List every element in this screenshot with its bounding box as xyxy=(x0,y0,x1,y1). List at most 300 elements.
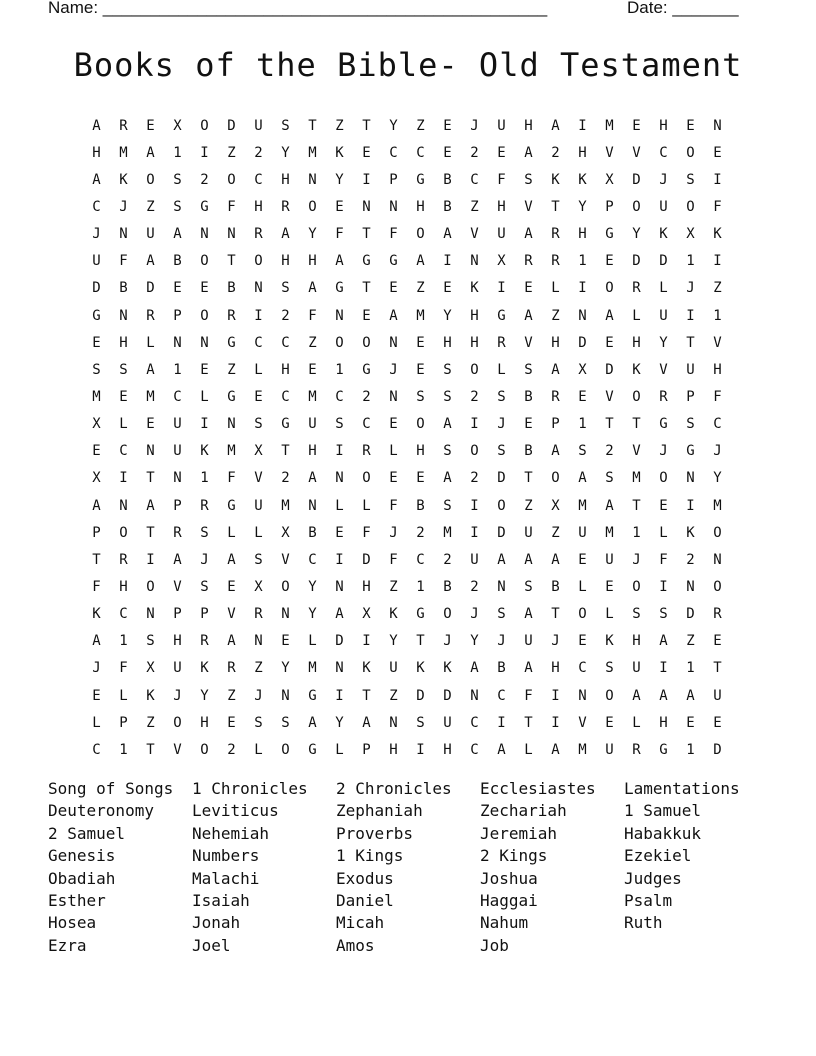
grid-letter[interactable]: Z xyxy=(416,117,425,134)
grid-letter[interactable]: S xyxy=(416,714,425,731)
grid-letter[interactable]: O xyxy=(362,334,371,351)
grid-letter[interactable]: C xyxy=(659,144,668,161)
grid-letter[interactable]: N xyxy=(146,606,155,623)
grid-letter[interactable]: X xyxy=(173,117,182,134)
grid-letter[interactable]: F xyxy=(308,307,317,324)
grid-letter[interactable]: V xyxy=(524,198,533,215)
grid-letter[interactable]: B xyxy=(524,443,533,460)
grid-letter[interactable]: O xyxy=(578,606,587,623)
grid-letter[interactable]: H xyxy=(200,714,209,731)
grid-letter[interactable]: U xyxy=(497,226,506,243)
grid-letter[interactable]: Y xyxy=(659,334,668,351)
grid-letter[interactable]: T xyxy=(686,334,695,351)
grid-letter[interactable]: D xyxy=(632,171,641,188)
grid-letter[interactable]: G xyxy=(362,253,371,270)
grid-letter[interactable]: S xyxy=(416,388,425,405)
grid-letter[interactable]: N xyxy=(308,171,317,188)
grid-letter[interactable]: E xyxy=(254,388,263,405)
grid-letter[interactable]: Z xyxy=(335,117,344,134)
grid-letter[interactable]: E xyxy=(362,307,371,324)
grid-letter[interactable]: S xyxy=(254,714,263,731)
grid-letter[interactable]: N xyxy=(281,687,290,704)
grid-letter[interactable]: P xyxy=(173,307,182,324)
grid-letter[interactable]: V xyxy=(227,606,236,623)
grid-letter[interactable]: X xyxy=(686,226,695,243)
grid-letter[interactable]: F xyxy=(92,578,101,595)
grid-letter[interactable]: N xyxy=(308,497,317,514)
grid-letter[interactable]: C xyxy=(281,334,290,351)
grid-letter[interactable]: V xyxy=(578,714,587,731)
grid-letter[interactable]: M xyxy=(605,524,614,541)
grid-letter[interactable]: O xyxy=(551,470,560,487)
grid-letter[interactable]: C xyxy=(92,198,101,215)
grid-letter[interactable]: I xyxy=(254,307,263,324)
grid-letter[interactable]: H xyxy=(551,660,560,677)
grid-letter[interactable]: L xyxy=(497,361,506,378)
grid-letter[interactable]: H xyxy=(281,171,290,188)
grid-letter[interactable]: O xyxy=(605,280,614,297)
grid-letter[interactable]: H xyxy=(578,144,587,161)
grid-letter[interactable]: A xyxy=(659,633,668,650)
grid-letter[interactable]: N xyxy=(497,578,506,595)
grid-letter[interactable]: O xyxy=(254,253,263,270)
grid-letter[interactable]: R xyxy=(173,524,182,541)
grid-letter[interactable]: S xyxy=(254,551,263,568)
grid-letter[interactable]: X xyxy=(92,416,101,433)
grid-letter[interactable]: H xyxy=(470,307,479,324)
grid-letter[interactable]: I xyxy=(659,660,668,677)
grid-letter[interactable]: U xyxy=(173,443,182,460)
grid-letter[interactable]: Y xyxy=(281,144,290,161)
grid-letter[interactable]: H xyxy=(281,253,290,270)
grid-letter[interactable]: G xyxy=(659,416,668,433)
grid-letter[interactable]: S xyxy=(686,416,695,433)
grid-letter[interactable]: A xyxy=(524,606,533,623)
grid-letter[interactable]: R xyxy=(200,633,209,650)
grid-letter[interactable]: C xyxy=(254,171,263,188)
grid-letter[interactable]: V xyxy=(173,741,182,758)
grid-letter[interactable]: U xyxy=(659,307,668,324)
grid-letter[interactable]: A xyxy=(551,117,560,134)
grid-letter[interactable]: A xyxy=(524,144,533,161)
grid-letter[interactable]: K xyxy=(551,171,560,188)
grid-letter[interactable]: E xyxy=(578,388,587,405)
grid-letter[interactable]: G xyxy=(497,307,506,324)
grid-letter[interactable]: A xyxy=(524,551,533,568)
grid-letter[interactable]: C xyxy=(362,416,371,433)
grid-letter[interactable]: T xyxy=(416,633,425,650)
grid-letter[interactable]: 2 xyxy=(470,388,479,405)
grid-letter[interactable]: O xyxy=(281,578,290,595)
grid-letter[interactable]: 1 xyxy=(416,578,425,595)
grid-letter[interactable]: Y xyxy=(308,578,317,595)
grid-letter[interactable]: E xyxy=(443,144,452,161)
grid-letter[interactable]: F xyxy=(389,497,398,514)
grid-letter[interactable]: J xyxy=(92,660,101,677)
grid-letter[interactable]: E xyxy=(281,633,290,650)
grid-letter[interactable]: P xyxy=(551,416,560,433)
grid-letter[interactable]: A xyxy=(146,361,155,378)
grid-letter[interactable]: I xyxy=(335,687,344,704)
grid-letter[interactable]: E xyxy=(92,334,101,351)
grid-letter[interactable]: I xyxy=(443,253,452,270)
grid-letter[interactable]: J xyxy=(632,551,641,568)
grid-letter[interactable]: M xyxy=(308,660,317,677)
grid-letter[interactable]: S xyxy=(497,606,506,623)
grid-letter[interactable]: O xyxy=(200,253,209,270)
grid-letter[interactable]: V xyxy=(713,334,722,351)
grid-letter[interactable]: Z xyxy=(551,524,560,541)
grid-letter[interactable]: 2 xyxy=(470,470,479,487)
grid-letter[interactable]: T xyxy=(92,551,101,568)
grid-letter[interactable]: S xyxy=(281,714,290,731)
grid-letter[interactable]: Y xyxy=(632,226,641,243)
grid-letter[interactable]: Z xyxy=(146,198,155,215)
grid-letter[interactable]: V xyxy=(281,551,290,568)
grid-letter[interactable]: I xyxy=(578,117,587,134)
grid-letter[interactable]: N xyxy=(389,198,398,215)
grid-letter[interactable]: F xyxy=(389,551,398,568)
grid-letter[interactable]: D xyxy=(713,741,722,758)
grid-letter[interactable]: T xyxy=(362,117,371,134)
grid-letter[interactable]: N xyxy=(254,280,263,297)
grid-letter[interactable]: J xyxy=(119,198,128,215)
grid-letter[interactable]: I xyxy=(713,253,722,270)
grid-letter[interactable]: C xyxy=(470,714,479,731)
grid-letter[interactable]: G xyxy=(308,741,317,758)
grid-letter[interactable]: R xyxy=(713,606,722,623)
grid-letter[interactable]: Z xyxy=(146,714,155,731)
grid-letter[interactable]: E xyxy=(173,280,182,297)
grid-letter[interactable]: H xyxy=(497,198,506,215)
grid-letter[interactable]: R xyxy=(659,388,668,405)
grid-letter[interactable]: G xyxy=(308,687,317,704)
grid-letter[interactable]: D xyxy=(605,361,614,378)
grid-letter[interactable]: O xyxy=(686,144,695,161)
grid-letter[interactable]: D xyxy=(497,524,506,541)
grid-letter[interactable]: A xyxy=(92,633,101,650)
grid-letter[interactable]: Z xyxy=(551,307,560,324)
grid-letter[interactable]: B xyxy=(497,660,506,677)
grid-letter[interactable]: A xyxy=(362,714,371,731)
grid-letter[interactable]: Z xyxy=(254,660,263,677)
grid-letter[interactable]: S xyxy=(335,416,344,433)
grid-letter[interactable]: K xyxy=(119,171,128,188)
grid-letter[interactable]: N xyxy=(254,633,263,650)
grid-letter[interactable]: O xyxy=(713,578,722,595)
grid-letter[interactable]: E xyxy=(713,144,722,161)
grid-letter[interactable]: N xyxy=(335,470,344,487)
grid-letter[interactable]: L xyxy=(389,443,398,460)
grid-letter[interactable]: S xyxy=(578,443,587,460)
grid-letter[interactable]: L xyxy=(605,606,614,623)
grid-letter[interactable]: F xyxy=(713,198,722,215)
grid-letter[interactable]: M xyxy=(713,497,722,514)
grid-letter[interactable]: Y xyxy=(335,171,344,188)
grid-letter[interactable]: P xyxy=(389,171,398,188)
grid-letter[interactable]: H xyxy=(281,361,290,378)
grid-letter[interactable]: K xyxy=(713,226,722,243)
grid-letter[interactable]: O xyxy=(200,307,209,324)
grid-letter[interactable]: Z xyxy=(227,144,236,161)
grid-letter[interactable]: J xyxy=(389,524,398,541)
grid-letter[interactable]: J xyxy=(497,633,506,650)
grid-letter[interactable]: X xyxy=(146,660,155,677)
grid-letter[interactable]: I xyxy=(551,687,560,704)
grid-letter[interactable]: K xyxy=(92,606,101,623)
grid-letter[interactable]: C xyxy=(470,741,479,758)
grid-letter[interactable]: A xyxy=(578,470,587,487)
grid-letter[interactable]: C xyxy=(281,388,290,405)
grid-letter[interactable]: U xyxy=(632,660,641,677)
grid-letter[interactable]: E xyxy=(578,633,587,650)
grid-letter[interactable]: S xyxy=(443,443,452,460)
grid-letter[interactable]: 2 xyxy=(281,307,290,324)
grid-letter[interactable]: 1 xyxy=(686,741,695,758)
grid-letter[interactable]: I xyxy=(119,470,128,487)
grid-letter[interactable]: L xyxy=(146,334,155,351)
grid-letter[interactable]: Z xyxy=(308,334,317,351)
grid-letter[interactable]: 1 xyxy=(632,524,641,541)
grid-letter[interactable]: T xyxy=(632,416,641,433)
grid-letter[interactable]: C xyxy=(92,741,101,758)
grid-letter[interactable]: E xyxy=(605,334,614,351)
grid-letter[interactable]: E xyxy=(713,714,722,731)
grid-letter[interactable]: R xyxy=(632,741,641,758)
grid-letter[interactable]: I xyxy=(146,551,155,568)
grid-letter[interactable]: 2 xyxy=(362,388,371,405)
grid-letter[interactable]: L xyxy=(119,687,128,704)
grid-letter[interactable]: O xyxy=(119,524,128,541)
grid-letter[interactable]: K xyxy=(470,280,479,297)
grid-letter[interactable]: P xyxy=(173,497,182,514)
grid-letter[interactable]: B xyxy=(443,578,452,595)
grid-letter[interactable]: J xyxy=(686,280,695,297)
grid-letter[interactable]: A xyxy=(146,253,155,270)
grid-letter[interactable]: F xyxy=(227,470,236,487)
grid-letter[interactable]: H xyxy=(308,443,317,460)
grid-letter[interactable]: Y xyxy=(335,714,344,731)
grid-letter[interactable]: L xyxy=(335,741,344,758)
grid-letter[interactable]: A xyxy=(335,253,344,270)
grid-letter[interactable]: Y xyxy=(200,687,209,704)
grid-letter[interactable]: S xyxy=(632,606,641,623)
grid-letter[interactable]: E xyxy=(389,416,398,433)
grid-letter[interactable]: M xyxy=(605,117,614,134)
grid-letter[interactable]: J xyxy=(200,551,209,568)
grid-letter[interactable]: Z xyxy=(227,687,236,704)
grid-letter[interactable]: I xyxy=(362,171,371,188)
grid-letter[interactable]: E xyxy=(146,117,155,134)
grid-letter[interactable]: X xyxy=(254,578,263,595)
grid-letter[interactable]: M xyxy=(146,388,155,405)
grid-letter[interactable]: N xyxy=(227,416,236,433)
grid-letter[interactable]: O xyxy=(686,198,695,215)
grid-letter[interactable]: D xyxy=(335,633,344,650)
grid-letter[interactable]: A xyxy=(551,361,560,378)
grid-letter[interactable]: S xyxy=(200,524,209,541)
grid-letter[interactable]: A xyxy=(686,687,695,704)
grid-letter[interactable]: A xyxy=(497,741,506,758)
grid-letter[interactable]: K xyxy=(200,660,209,677)
grid-letter[interactable]: X xyxy=(605,171,614,188)
grid-letter[interactable]: S xyxy=(173,171,182,188)
grid-letter[interactable]: 1 xyxy=(173,144,182,161)
grid-letter[interactable]: G xyxy=(200,198,209,215)
grid-letter[interactable]: A xyxy=(227,551,236,568)
grid-letter[interactable]: A xyxy=(443,416,452,433)
grid-letter[interactable]: T xyxy=(551,606,560,623)
grid-letter[interactable]: M xyxy=(578,741,587,758)
grid-letter[interactable]: A xyxy=(146,497,155,514)
grid-letter[interactable]: A xyxy=(92,117,101,134)
grid-letter[interactable]: J xyxy=(173,687,182,704)
grid-letter[interactable]: H xyxy=(362,578,371,595)
grid-letter[interactable]: N xyxy=(227,226,236,243)
grid-letter[interactable]: O xyxy=(497,497,506,514)
grid-letter[interactable]: U xyxy=(254,497,263,514)
grid-letter[interactable]: Z xyxy=(389,578,398,595)
grid-letter[interactable]: P xyxy=(686,388,695,405)
grid-letter[interactable]: S xyxy=(497,443,506,460)
grid-letter[interactable]: V xyxy=(470,226,479,243)
grid-letter[interactable]: K xyxy=(578,171,587,188)
grid-letter[interactable]: M xyxy=(578,497,587,514)
grid-letter[interactable]: J xyxy=(659,171,668,188)
grid-letter[interactable]: L xyxy=(119,416,128,433)
grid-letter[interactable]: L xyxy=(254,361,263,378)
grid-letter[interactable]: H xyxy=(119,578,128,595)
grid-letter[interactable]: S xyxy=(119,361,128,378)
grid-letter[interactable]: 1 xyxy=(119,741,128,758)
grid-letter[interactable]: G xyxy=(92,307,101,324)
grid-letter[interactable]: T xyxy=(146,470,155,487)
grid-letter[interactable]: U xyxy=(578,524,587,541)
grid-letter[interactable]: R xyxy=(254,606,263,623)
grid-letter[interactable]: A xyxy=(443,226,452,243)
grid-letter[interactable]: R xyxy=(524,253,533,270)
grid-letter[interactable]: O xyxy=(173,714,182,731)
grid-letter[interactable]: U xyxy=(605,551,614,568)
grid-letter[interactable]: E xyxy=(686,117,695,134)
grid-letter[interactable]: Z xyxy=(416,280,425,297)
grid-letter[interactable]: Z xyxy=(713,280,722,297)
grid-letter[interactable]: 1 xyxy=(335,361,344,378)
grid-letter[interactable]: E xyxy=(227,714,236,731)
grid-letter[interactable]: H xyxy=(524,117,533,134)
grid-letter[interactable]: V xyxy=(524,334,533,351)
grid-letter[interactable]: F xyxy=(335,226,344,243)
grid-letter[interactable]: B xyxy=(443,171,452,188)
grid-letter[interactable]: L xyxy=(200,388,209,405)
grid-letter[interactable]: A xyxy=(524,307,533,324)
grid-letter[interactable]: G xyxy=(227,497,236,514)
grid-letter[interactable]: N xyxy=(578,307,587,324)
grid-letter[interactable]: O xyxy=(713,524,722,541)
grid-letter[interactable]: L xyxy=(551,280,560,297)
grid-letter[interactable]: 2 xyxy=(470,144,479,161)
grid-letter[interactable]: E xyxy=(443,280,452,297)
grid-letter[interactable]: S xyxy=(281,117,290,134)
grid-letter[interactable]: N xyxy=(470,687,479,704)
grid-letter[interactable]: V xyxy=(254,470,263,487)
grid-letter[interactable]: N xyxy=(362,198,371,215)
grid-letter[interactable]: K xyxy=(362,660,371,677)
grid-letter[interactable]: O xyxy=(308,198,317,215)
grid-letter[interactable]: J xyxy=(551,633,560,650)
grid-letter[interactable]: O xyxy=(632,198,641,215)
grid-letter[interactable]: O xyxy=(146,578,155,595)
grid-letter[interactable]: X xyxy=(254,443,263,460)
grid-letter[interactable]: S xyxy=(443,497,452,514)
grid-letter[interactable]: D xyxy=(578,334,587,351)
grid-letter[interactable]: R xyxy=(227,307,236,324)
grid-letter[interactable]: E xyxy=(416,334,425,351)
grid-letter[interactable]: Y xyxy=(443,307,452,324)
grid-letter[interactable]: J xyxy=(254,687,263,704)
grid-letter[interactable]: F xyxy=(119,660,128,677)
grid-letter[interactable]: X xyxy=(281,524,290,541)
grid-letter[interactable]: T xyxy=(524,470,533,487)
grid-letter[interactable]: A xyxy=(92,171,101,188)
grid-letter[interactable]: Y xyxy=(713,470,722,487)
grid-letter[interactable]: T xyxy=(551,198,560,215)
grid-letter[interactable]: P xyxy=(362,741,371,758)
grid-letter[interactable]: N xyxy=(335,578,344,595)
grid-letter[interactable]: J xyxy=(713,443,722,460)
grid-letter[interactable]: 2 xyxy=(605,443,614,460)
grid-letter[interactable]: E xyxy=(605,253,614,270)
grid-letter[interactable]: U xyxy=(389,660,398,677)
grid-letter[interactable]: K xyxy=(146,687,155,704)
grid-letter[interactable]: N xyxy=(200,334,209,351)
grid-letter[interactable]: 1 xyxy=(173,361,182,378)
grid-letter[interactable]: C xyxy=(335,388,344,405)
grid-letter[interactable]: H xyxy=(443,334,452,351)
grid-letter[interactable]: M xyxy=(308,388,317,405)
grid-letter[interactable]: N xyxy=(713,117,722,134)
grid-letter[interactable]: T xyxy=(524,714,533,731)
grid-letter[interactable]: X xyxy=(362,606,371,623)
grid-letter[interactable]: U xyxy=(308,416,317,433)
grid-letter[interactable]: O xyxy=(146,171,155,188)
grid-letter[interactable]: H xyxy=(416,443,425,460)
grid-letter[interactable]: O xyxy=(470,361,479,378)
grid-letter[interactable]: I xyxy=(470,497,479,514)
grid-letter[interactable]: N xyxy=(389,388,398,405)
grid-letter[interactable]: U xyxy=(443,714,452,731)
grid-letter[interactable]: R xyxy=(254,226,263,243)
grid-letter[interactable]: S xyxy=(254,416,263,433)
grid-letter[interactable]: E xyxy=(146,416,155,433)
grid-letter[interactable]: M xyxy=(308,144,317,161)
grid-letter[interactable]: 2 xyxy=(227,741,236,758)
grid-letter[interactable]: T xyxy=(362,280,371,297)
grid-letter[interactable]: S xyxy=(524,171,533,188)
grid-letter[interactable]: E xyxy=(416,361,425,378)
grid-letter[interactable]: M xyxy=(281,497,290,514)
grid-letter[interactable]: T xyxy=(281,443,290,460)
grid-letter[interactable]: C xyxy=(119,443,128,460)
grid-letter[interactable]: C xyxy=(173,388,182,405)
grid-letter[interactable]: B xyxy=(119,280,128,297)
grid-letter[interactable]: S xyxy=(92,361,101,378)
grid-letter[interactable]: K xyxy=(335,144,344,161)
grid-letter[interactable]: P xyxy=(200,606,209,623)
grid-letter[interactable]: A xyxy=(173,226,182,243)
grid-letter[interactable]: L xyxy=(92,714,101,731)
grid-letter[interactable]: E xyxy=(659,497,668,514)
